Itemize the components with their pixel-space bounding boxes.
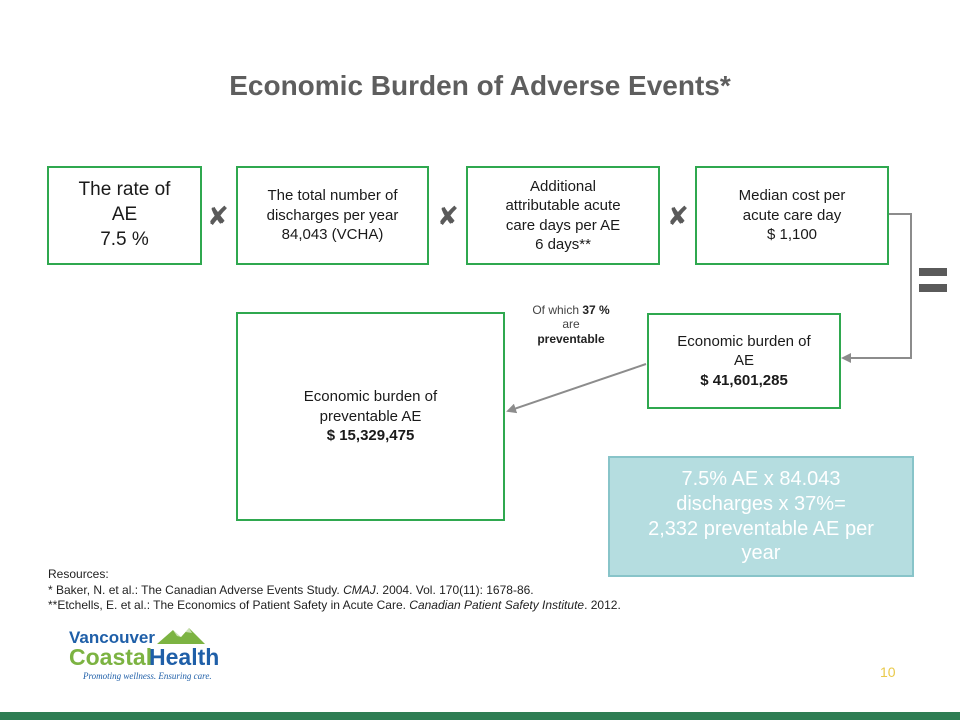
svg-text:Health: Health xyxy=(149,644,220,670)
reference-1-journal: CMAJ xyxy=(343,582,376,597)
note-suffix: preventable xyxy=(537,331,605,346)
page-number: 10 xyxy=(880,664,896,680)
calculation-line-4: year xyxy=(741,542,781,565)
preventable-note xyxy=(520,303,622,346)
preventable-box-value: $ 15,329,475 xyxy=(326,427,415,445)
rate-box-value: 7.5 % xyxy=(100,228,149,250)
vancouver-coastal-health-logo xyxy=(65,624,255,684)
svg-text:Vancouver: Vancouver xyxy=(69,628,155,647)
note-percent: 37 % xyxy=(582,303,610,317)
equals-icon xyxy=(919,268,947,292)
rate-box-line-2: AE xyxy=(111,204,138,226)
economic-burden-box-value: $ 41,601,285 xyxy=(700,371,788,389)
median-cost-box-value: $ 1,100 xyxy=(766,226,818,244)
discharges-box-line-1: The total number of xyxy=(267,187,398,205)
footer-bar xyxy=(0,712,960,720)
median-cost-box-line-2: acute care day xyxy=(742,206,842,224)
reference-2 xyxy=(48,598,621,614)
calculation-line-1: 7.5% AE x 84.043 xyxy=(681,468,841,491)
discharges-box-value: 84,043 (VCHA) xyxy=(281,226,384,244)
economic-burden-box-line-2: AE xyxy=(733,352,754,370)
rate-box-line-1: The rate of xyxy=(78,179,171,201)
median-cost-box-line-1: Median cost per xyxy=(738,187,846,205)
rate-of-ae-box xyxy=(47,166,202,265)
discharges-box xyxy=(236,166,429,265)
slide-title: Economic Burden of Adverse Events* xyxy=(229,70,731,101)
discharges-box-line-2: discharges per year xyxy=(266,206,399,224)
reference-2-journal: Canadian Patient Safety Institute xyxy=(409,598,585,613)
resources-heading: Resources: xyxy=(48,567,109,581)
care-days-box-value: 6 days** xyxy=(535,236,591,253)
median-cost-box xyxy=(695,166,889,265)
reference-2-rest: . 2012. xyxy=(584,598,621,613)
note-mid: are xyxy=(562,317,580,332)
calculation-line-3: 2,332 preventable AE per xyxy=(648,517,874,540)
reference-1-text: * Baker, N. et al.: The Canadian Adverse Events Study. xyxy=(48,582,344,597)
resources-section xyxy=(48,567,621,614)
multiply-icon: ✘ xyxy=(667,202,689,232)
preventable-arrow xyxy=(508,364,646,411)
svg-text:Promoting wellness. Ensuring c: Promoting wellness. Ensuring care. xyxy=(83,671,212,681)
care-days-box-line-3: care days per AE xyxy=(505,216,621,234)
care-days-box xyxy=(466,166,660,265)
economic-burden-box-line-1: Economic burden of xyxy=(677,332,811,350)
reference-1-rest: . 2004. Vol. 170(11): 1678-86. xyxy=(375,582,534,597)
preventable-burden-box xyxy=(236,312,505,521)
calculation-line-2: discharges x 37%= xyxy=(676,492,846,515)
preventable-box-line-1: Economic burden of xyxy=(303,388,438,406)
multiply-icon: ✘ xyxy=(207,202,229,232)
preventable-box-line-2: preventable AE xyxy=(319,407,422,425)
economic-burden-box xyxy=(647,313,841,409)
care-days-box-line-2: attributable acute xyxy=(505,197,621,214)
reference-2-text: **Etchells, E. et al.: The Economics of Patient Safety in Acute Care. xyxy=(48,598,410,613)
calculation-callout xyxy=(608,456,914,577)
note-prefix: Of which xyxy=(532,303,583,317)
reference-1 xyxy=(48,583,621,599)
multiply-icon: ✘ xyxy=(437,202,459,232)
care-days-box-line-1: Additional xyxy=(530,177,596,195)
svg-text:Coastal: Coastal xyxy=(69,644,153,670)
